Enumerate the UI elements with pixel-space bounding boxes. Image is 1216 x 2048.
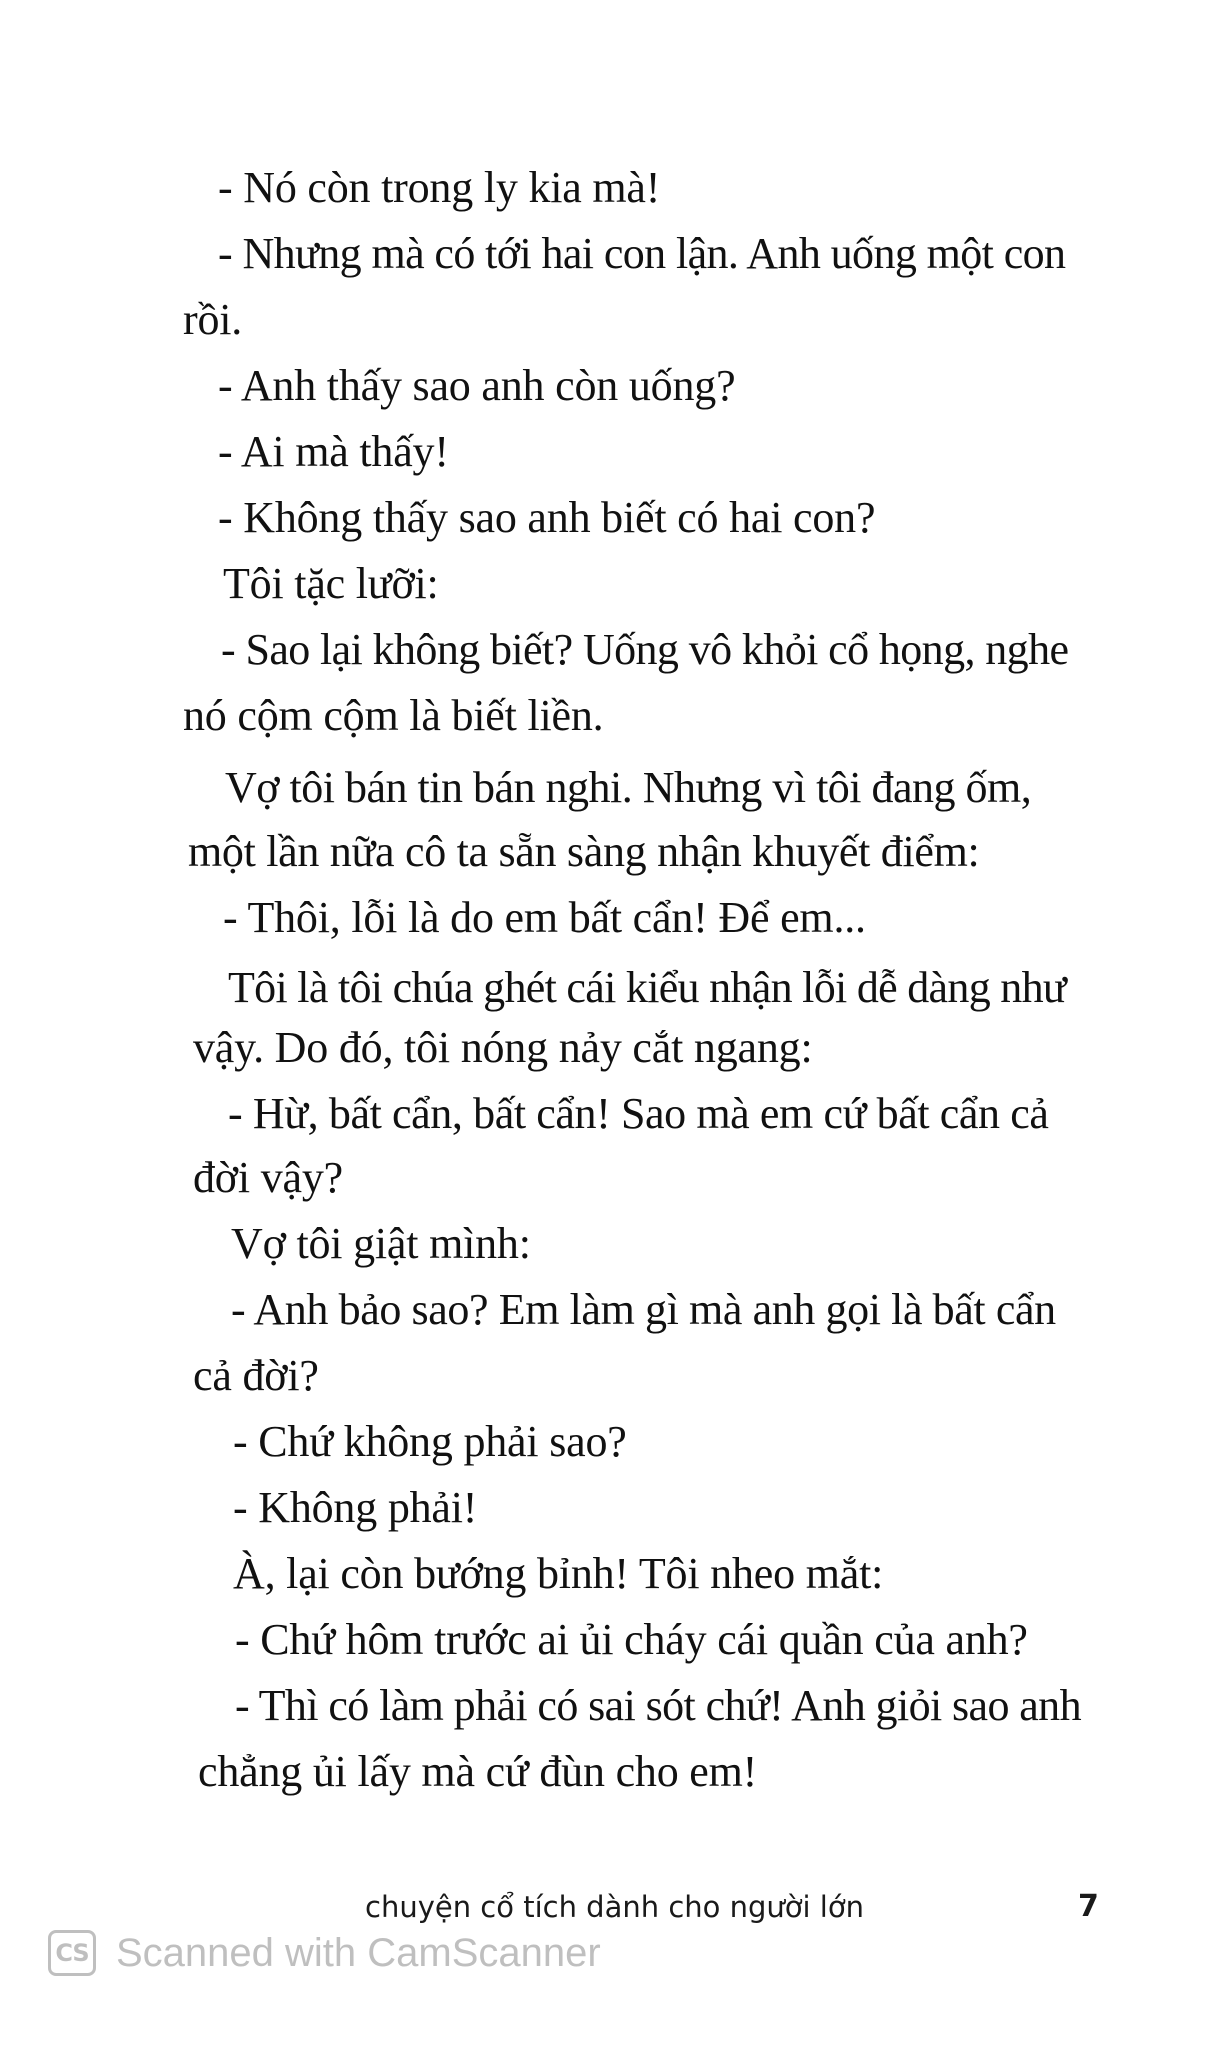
text-line: nó cộm cộm là biết liền. xyxy=(183,691,604,740)
text-line: Tôi tặc lưỡi: xyxy=(223,559,439,608)
text-line: - Sao lại không biết? Uống vô khỏi cổ họng, nghe xyxy=(221,625,1069,674)
text-line: Tôi là tôi chúa ghét cái kiểu nhận lỗi dễ dàng như xyxy=(228,963,1067,1012)
text-line: - Không thấy sao anh biết có hai con? xyxy=(218,493,876,542)
text-line: cả đời? xyxy=(193,1351,319,1400)
text-line: một lần nữa cô ta sẵn sàng nhận khuyết điểm: xyxy=(188,827,980,876)
text-line: - Thôi, lỗi là do em bất cẩn! Để em... xyxy=(223,893,866,942)
text-line: vậy. Do đó, tôi nóng nảy cắt ngang: xyxy=(193,1023,813,1072)
text-line: - Hừ, bất cẩn, bất cẩn! Sao mà em cứ bất cẩn cả xyxy=(228,1089,1049,1138)
text-line: - Nó còn trong ly kia mà! xyxy=(218,163,661,212)
text-line: - Ai mà thấy! xyxy=(218,427,449,476)
text-line: đời vậy? xyxy=(193,1153,343,1202)
text-line: - Anh bảo sao? Em làm gì mà anh gọi là bất cẩn xyxy=(231,1285,1056,1334)
text-line: rồi. xyxy=(183,295,243,344)
camscanner-watermark xyxy=(48,1925,601,1981)
text-line: chẳng ủi lấy mà cứ đùn cho em! xyxy=(198,1747,758,1796)
text-line: - Nhưng mà có tới hai con lận. Anh uống một con xyxy=(218,229,1066,278)
text-line: Vợ tôi giật mình: xyxy=(231,1219,531,1268)
camscanner-logo-icon: CS xyxy=(48,1930,96,1976)
page-number: 7 xyxy=(1078,1889,1099,1924)
text-line: - Anh thấy sao anh còn uống? xyxy=(218,361,736,410)
page-footer xyxy=(0,1887,1216,1927)
text-line: - Không phải! xyxy=(233,1483,478,1532)
running-title: chuyện cổ tích dành cho người lớn xyxy=(365,1890,864,1924)
text-line: Vợ tôi bán tin bán nghi. Nhưng vì tôi đang ốm, xyxy=(225,763,1032,812)
text-line: - Chứ không phải sao? xyxy=(233,1417,627,1466)
watermark-text: Scanned with CamScanner xyxy=(116,1930,601,1975)
text-line: - Thì có làm phải có sai sót chứ! Anh giỏi sao anh xyxy=(235,1681,1081,1730)
text-line: - Chứ hôm trước ai ủi cháy cái quần của anh? xyxy=(235,1615,1028,1664)
text-line: À, lại còn bướng bỉnh! Tôi nheo mắt: xyxy=(233,1549,884,1598)
